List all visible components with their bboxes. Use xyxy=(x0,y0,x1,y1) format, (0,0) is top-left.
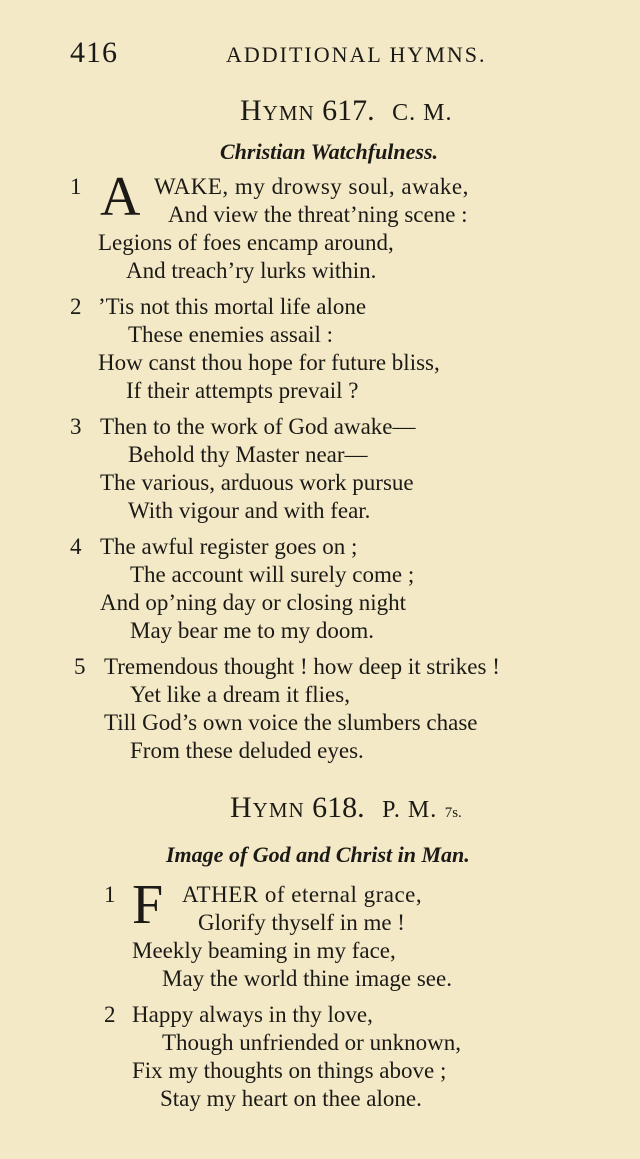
verse-line: Tremendous thought ! how deep it strikes ! xyxy=(104,654,500,679)
verse-line: Though unfriended or unknown, xyxy=(162,1030,461,1055)
drop-cap: F xyxy=(132,874,164,936)
stanza-number: 5 xyxy=(74,654,86,679)
verse-line: Yet like a dream it flies, xyxy=(130,682,350,707)
verse-line: Meekly beaming in my face, xyxy=(132,938,396,963)
verse-line: ATHER of eternal grace, xyxy=(182,882,423,907)
verse-line: Behold thy Master near— xyxy=(128,442,368,467)
hymn-word: Hymn xyxy=(230,791,305,824)
stanza-number: 2 xyxy=(70,294,82,319)
stanza-number: 3 xyxy=(70,414,82,439)
stanza-number: 1 xyxy=(104,882,116,907)
hymn-number: 617. xyxy=(322,94,375,127)
verse-line: The awful register goes on ; xyxy=(100,534,358,559)
verse-line: Glorify thyself in me ! xyxy=(198,910,405,935)
hymn-617-stanza-1 xyxy=(70,166,630,286)
hymn-number: 618. xyxy=(312,791,365,824)
verse-line: From these deluded eyes. xyxy=(130,738,364,763)
verse-line: May bear me to my doom. xyxy=(130,618,375,643)
verse-line: Legions of foes encamp around, xyxy=(98,230,394,255)
verse-line: The account will surely come ; xyxy=(130,562,415,587)
hymn-618-stanza-1 xyxy=(104,874,624,994)
hymn-617-subtitle: Christian Watchfulness. xyxy=(220,139,439,164)
drop-cap: A xyxy=(100,166,141,228)
hymn-617-stanza-2 xyxy=(70,294,630,406)
verse-line: Happy always in thy love, xyxy=(132,1002,373,1027)
verse-line: And view the threat’ning scene : xyxy=(168,202,468,227)
hymn-meter: C. M. xyxy=(392,100,453,126)
hymn-617-heading xyxy=(240,94,453,128)
verse-line: Till God’s own voice the slumbers chase xyxy=(104,710,478,735)
verse-line: WAKE, my drowsy soul, awake, xyxy=(154,174,469,199)
stanza-number: 1 xyxy=(70,174,82,199)
verse-line: If their attempts prevail ? xyxy=(126,378,359,403)
hymn-618-stanza-2 xyxy=(104,1002,624,1114)
page-number: 416 xyxy=(70,36,118,69)
verse-line: With vigour and with fear. xyxy=(128,498,371,523)
running-head xyxy=(70,36,510,70)
hymn-meter-sub: 7s. xyxy=(444,805,462,821)
verse-line: Then to the work of God awake— xyxy=(100,414,416,439)
verse-line: How canst thou hope for future bliss, xyxy=(98,350,440,375)
hymn-618-subtitle: Image of God and Christ in Man. xyxy=(166,842,470,867)
hymn-617-stanza-5 xyxy=(74,654,634,766)
verse-line: These enemies assail : xyxy=(128,322,334,347)
verse-line: Fix my thoughts on things above ; xyxy=(132,1058,447,1083)
hymn-word: Hymn xyxy=(240,94,315,127)
hymn-meter: P. M. xyxy=(382,797,438,823)
verse-line: And op’ning day or closing night xyxy=(100,590,406,615)
running-title: ADDITIONAL HYMNS. xyxy=(226,42,487,67)
verse-line: The various, arduous work pursue xyxy=(100,470,414,495)
verse-line: Stay my heart on thee alone. xyxy=(160,1086,422,1111)
stanza-number: 2 xyxy=(104,1002,116,1027)
hymn-618-heading xyxy=(230,791,462,825)
hymn-617-stanza-3 xyxy=(70,414,630,526)
verse-line: And treach’ry lurks within. xyxy=(126,258,377,283)
verse-line: May the world thine image see. xyxy=(162,966,452,991)
hymn-617-stanza-4 xyxy=(70,534,630,646)
stanza-number: 4 xyxy=(70,534,82,559)
verse-line: ’Tis not this mortal life alone xyxy=(98,294,367,319)
